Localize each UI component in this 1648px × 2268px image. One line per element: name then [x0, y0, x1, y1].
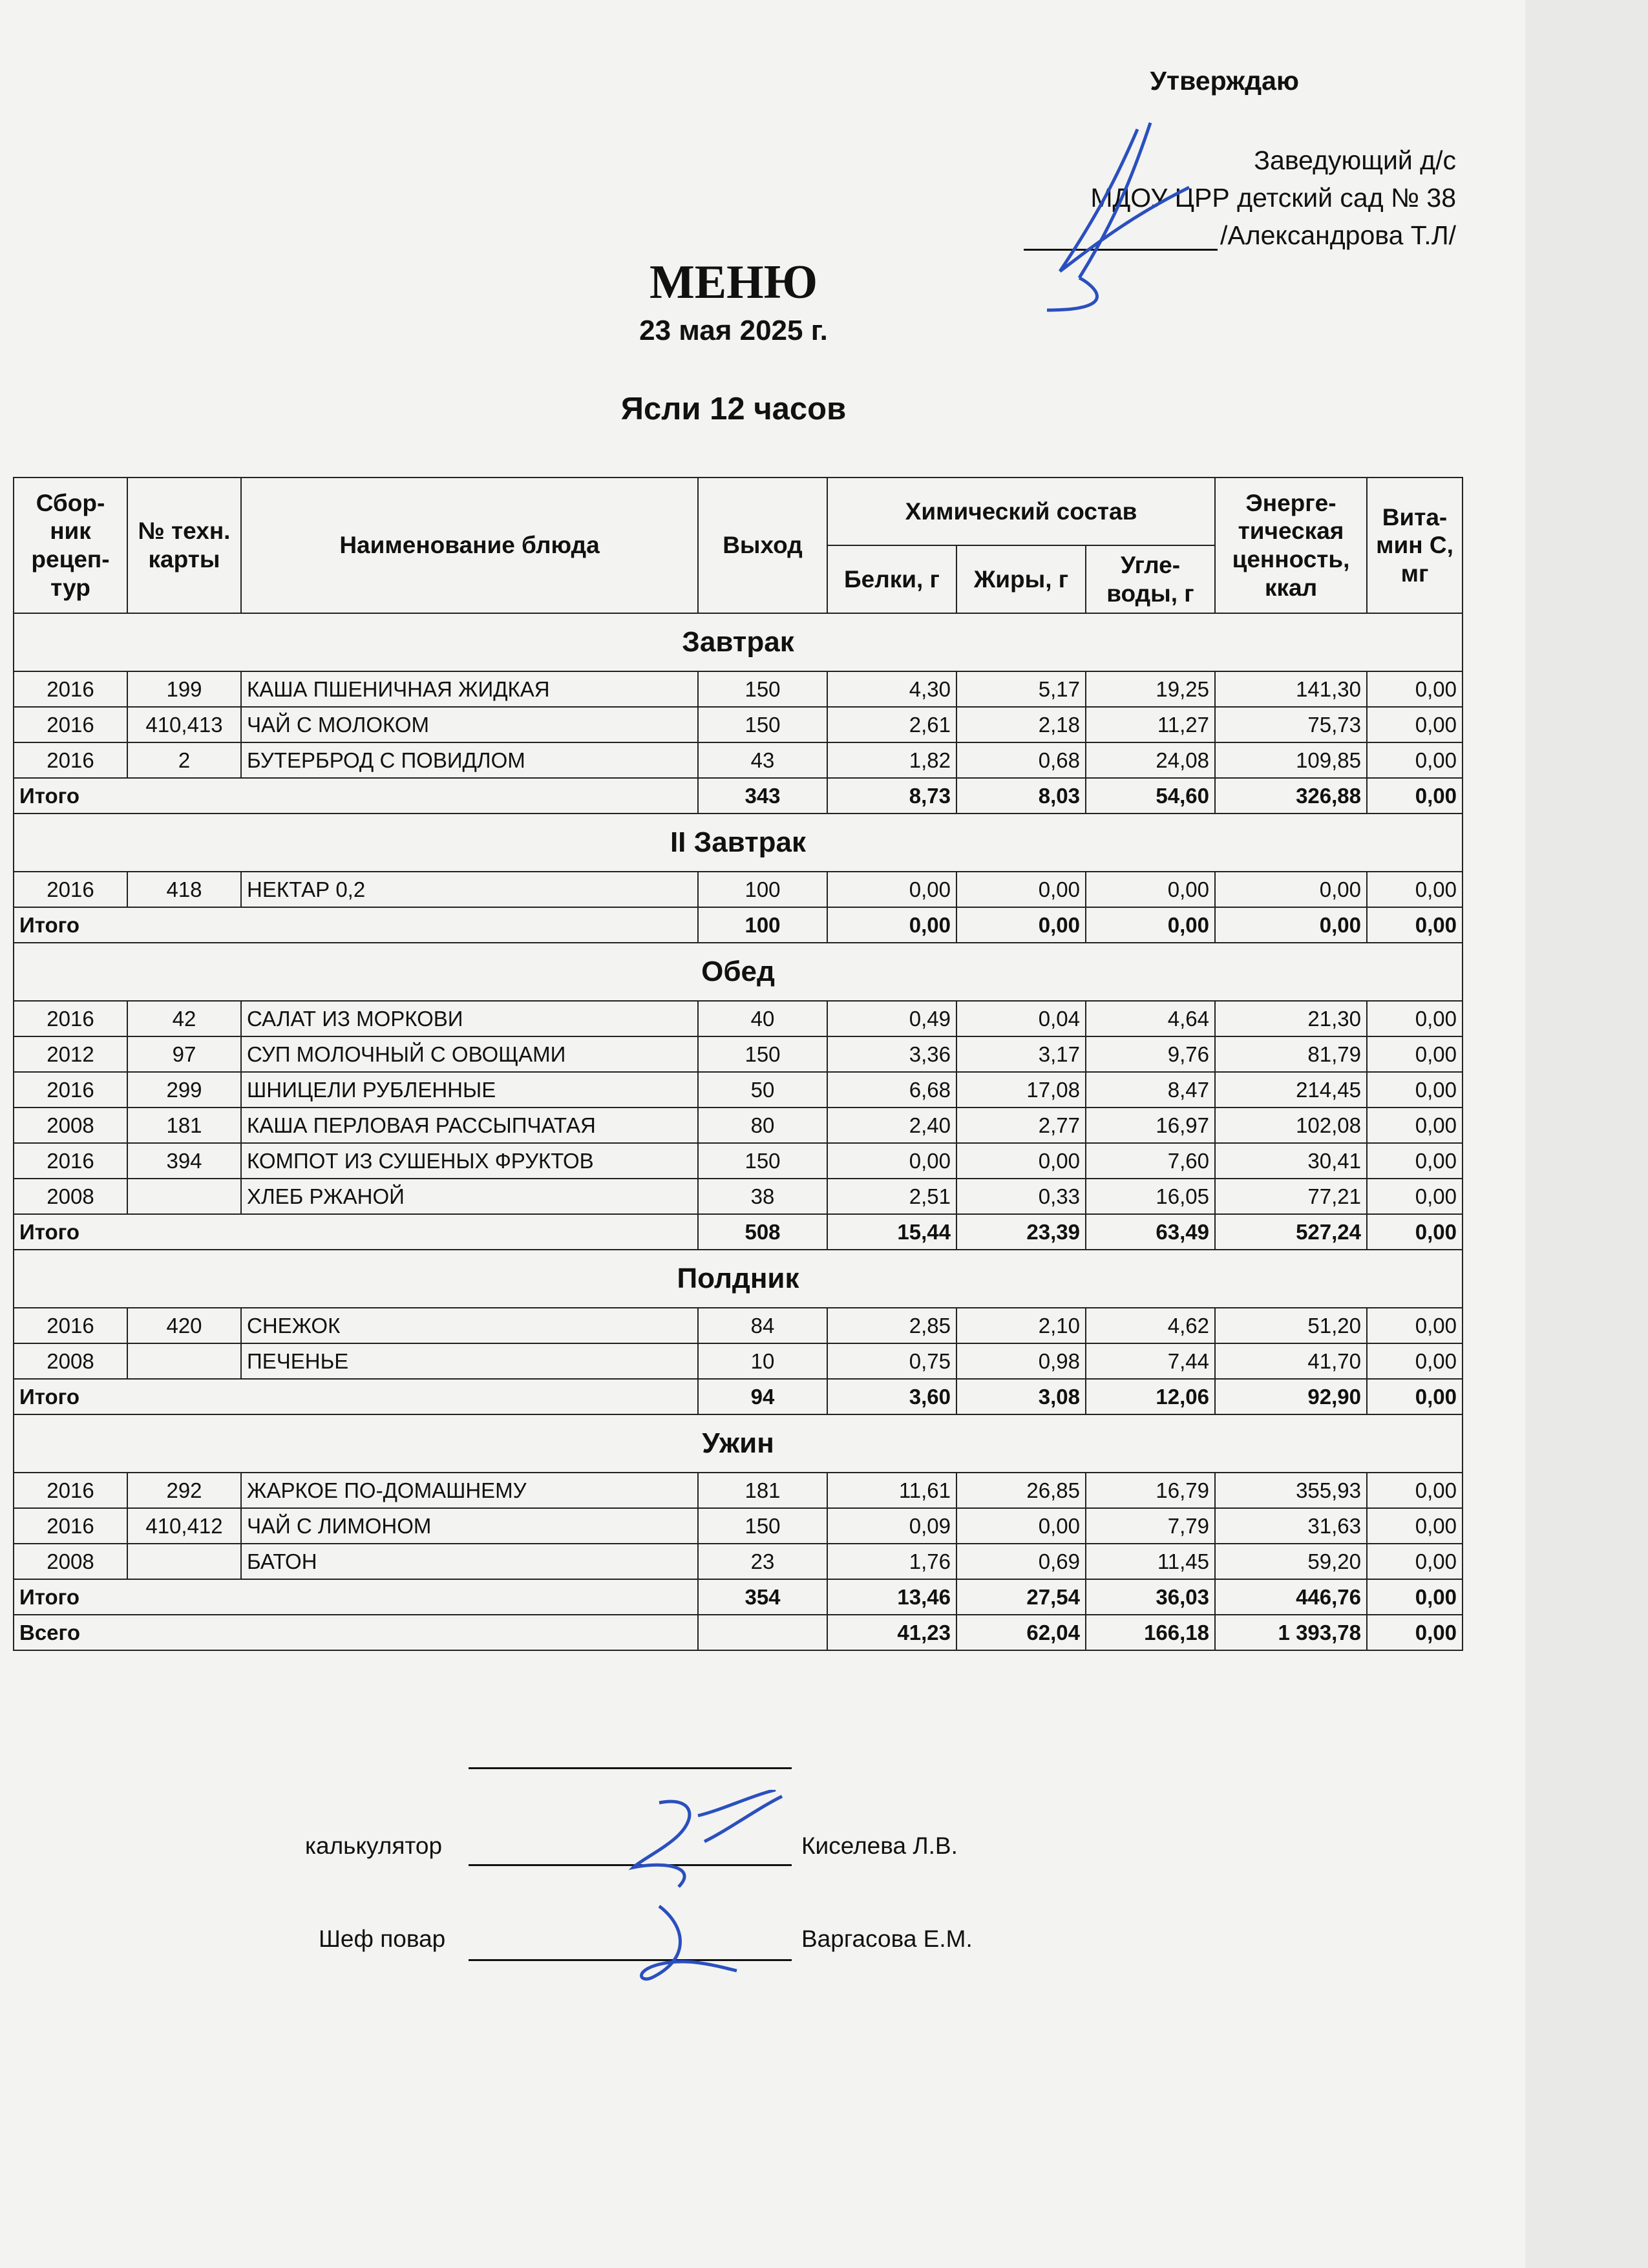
- table-cell: 299: [127, 1072, 241, 1108]
- table-cell: 0,00: [827, 1143, 956, 1179]
- table-cell: 2016: [14, 1508, 127, 1544]
- table-cell: ЧАЙ С ЛИМОНОМ: [241, 1508, 698, 1544]
- table-cell: 2016: [14, 671, 127, 707]
- table-cell: 0,04: [956, 1001, 1086, 1036]
- menu-table: [13, 477, 1463, 1651]
- table-cell: 0,00: [1367, 1544, 1463, 1579]
- table-cell: [127, 1343, 241, 1379]
- total-cell: 13,46: [827, 1579, 956, 1615]
- table-cell: ЧАЙ С МОЛОКОМ: [241, 707, 698, 742]
- table-cell: 4,30: [827, 671, 956, 707]
- table-cell: 2016: [14, 742, 127, 778]
- table-row: [14, 1508, 1463, 1544]
- table-cell: 420: [127, 1308, 241, 1343]
- table-cell: 181: [127, 1108, 241, 1143]
- grand-total-cell: 62,04: [956, 1615, 1086, 1650]
- table-cell: 0,00: [1367, 742, 1463, 778]
- table-cell: 19,25: [1086, 671, 1215, 707]
- table-cell: [127, 1544, 241, 1579]
- col-output: Выход: [698, 478, 827, 613]
- table-row: [14, 1544, 1463, 1579]
- table-cell: 2012: [14, 1036, 127, 1072]
- total-row: [14, 1579, 1463, 1615]
- total-cell: 23,39: [956, 1214, 1086, 1250]
- total-cell: 36,03: [1086, 1579, 1215, 1615]
- section-title: Ужин: [14, 1414, 1463, 1473]
- table-cell: 0,00: [1367, 1036, 1463, 1072]
- table-cell: 2,18: [956, 707, 1086, 742]
- total-cell: 94: [698, 1379, 827, 1414]
- table-cell: 0,00: [1367, 1343, 1463, 1379]
- table-cell: 2016: [14, 1143, 127, 1179]
- table-cell: 410,412: [127, 1508, 241, 1544]
- table-cell: 41,70: [1215, 1343, 1367, 1379]
- total-cell: 0,00: [1086, 907, 1215, 943]
- total-row: [14, 907, 1463, 943]
- table-cell: КОМПОТ ИЗ СУШЕНЫХ ФРУКТОВ: [241, 1143, 698, 1179]
- col-dish: Наименование блюда: [241, 478, 698, 613]
- table-cell: 75,73: [1215, 707, 1367, 742]
- table-cell: КАША ПШЕНИЧНАЯ ЖИДКАЯ: [241, 671, 698, 707]
- table-cell: 0,00: [1367, 872, 1463, 907]
- table-cell: 77,21: [1215, 1179, 1367, 1214]
- chef-signature: [607, 1900, 763, 1990]
- table-cell: 2,40: [827, 1108, 956, 1143]
- table-cell: БУТЕРБРОД С ПОВИДЛОМ: [241, 742, 698, 778]
- total-cell: 63,49: [1086, 1214, 1215, 1250]
- section-header: [14, 814, 1463, 872]
- table-cell: ШНИЦЕЛИ РУБЛЕННЫЕ: [241, 1072, 698, 1108]
- table-cell: 181: [698, 1473, 827, 1508]
- table-cell: СНЕЖОК: [241, 1308, 698, 1343]
- table-cell: 2016: [14, 872, 127, 907]
- table-cell: 43: [698, 742, 827, 778]
- table-cell: 102,08: [1215, 1108, 1367, 1143]
- table-row: [14, 872, 1463, 907]
- section-header: [14, 1414, 1463, 1473]
- table-cell: 7,60: [1086, 1143, 1215, 1179]
- signature-line: [469, 1767, 792, 1769]
- total-cell: Итого: [14, 1214, 698, 1250]
- table-cell: 292: [127, 1473, 241, 1508]
- table-row: [14, 1143, 1463, 1179]
- table-row: [14, 1343, 1463, 1379]
- section-title: Обед: [14, 943, 1463, 1001]
- table-cell: 150: [698, 1508, 827, 1544]
- scan-edge: [1525, 0, 1648, 2268]
- approval-position: Заведующий д/с: [1254, 145, 1456, 175]
- table-cell: 150: [698, 707, 827, 742]
- table-cell: ХЛЕБ РЖАНОЙ: [241, 1179, 698, 1214]
- table-cell: 16,97: [1086, 1108, 1215, 1143]
- total-cell: 354: [698, 1579, 827, 1615]
- table-cell: 26,85: [956, 1473, 1086, 1508]
- table-cell: 2008: [14, 1108, 127, 1143]
- table-cell: 0,00: [1367, 1308, 1463, 1343]
- table-cell: 7,44: [1086, 1343, 1215, 1379]
- table-cell: 0,00: [827, 872, 956, 907]
- total-row: [14, 1214, 1463, 1250]
- total-cell: Итого: [14, 1579, 698, 1615]
- table-cell: 0,00: [1367, 1143, 1463, 1179]
- total-cell: 8,73: [827, 778, 956, 814]
- table-cell: 2,77: [956, 1108, 1086, 1143]
- calculator-name: Киселева Л.В.: [801, 1832, 958, 1859]
- col-carbs: Угле-воды, г: [1086, 545, 1215, 613]
- col-energy: Энерге-тическая ценность, ккал: [1215, 478, 1367, 613]
- table-cell: 24,08: [1086, 742, 1215, 778]
- total-cell: 0,00: [1367, 778, 1463, 814]
- total-cell: 0,00: [1367, 1214, 1463, 1250]
- table-cell: 0,68: [956, 742, 1086, 778]
- table-cell: 2008: [14, 1544, 127, 1579]
- grand-total-cell: Всего: [14, 1615, 698, 1650]
- total-cell: 508: [698, 1214, 827, 1250]
- table-cell: 51,20: [1215, 1308, 1367, 1343]
- table-cell: 0,00: [1367, 1001, 1463, 1036]
- table-cell: 11,61: [827, 1473, 956, 1508]
- table-cell: 11,45: [1086, 1544, 1215, 1579]
- table-cell: 16,05: [1086, 1179, 1215, 1214]
- table-cell: 21,30: [1215, 1001, 1367, 1036]
- chef-label: Шеф повар: [319, 1926, 446, 1952]
- total-cell: Итого: [14, 1379, 698, 1414]
- table-cell: 2,61: [827, 707, 956, 742]
- table-row: [14, 1001, 1463, 1036]
- table-cell: 0,00: [1367, 1108, 1463, 1143]
- table-cell: 10: [698, 1343, 827, 1379]
- approval-head-name: /Александрова Т.Л/: [1220, 220, 1456, 250]
- section-title: II Завтрак: [14, 814, 1463, 872]
- table-cell: 0,00: [1367, 707, 1463, 742]
- table-cell: 3,36: [827, 1036, 956, 1072]
- table-cell: 2,85: [827, 1308, 956, 1343]
- table-cell: 38: [698, 1179, 827, 1214]
- table-cell: 394: [127, 1143, 241, 1179]
- grand-total-cell: 166,18: [1086, 1615, 1215, 1650]
- table-cell: 0,00: [1215, 872, 1367, 907]
- table-cell: 0,75: [827, 1343, 956, 1379]
- table-cell: 5,17: [956, 671, 1086, 707]
- page-title: МЕНЮ: [649, 256, 818, 309]
- menu-date: 23 мая 2025 г.: [639, 315, 828, 346]
- col-fats: Жиры, г: [956, 545, 1086, 613]
- table-cell: 0,69: [956, 1544, 1086, 1579]
- table-cell: 410,413: [127, 707, 241, 742]
- table-row: [14, 1036, 1463, 1072]
- table-cell: 4,62: [1086, 1308, 1215, 1343]
- total-cell: 527,24: [1215, 1214, 1367, 1250]
- table-cell: [127, 1179, 241, 1214]
- table-cell: 0,49: [827, 1001, 956, 1036]
- total-cell: 0,00: [827, 907, 956, 943]
- table-cell: НЕКТАР 0,2: [241, 872, 698, 907]
- table-row: [14, 1072, 1463, 1108]
- total-cell: 0,00: [1215, 907, 1367, 943]
- grand-total-cell: 0,00: [1367, 1615, 1463, 1650]
- table-cell: 0,00: [1367, 1179, 1463, 1214]
- table-cell: 2008: [14, 1179, 127, 1214]
- table-cell: 30,41: [1215, 1143, 1367, 1179]
- grand-total-cell: [698, 1615, 827, 1650]
- table-cell: 0,00: [956, 1508, 1086, 1544]
- table-cell: 9,76: [1086, 1036, 1215, 1072]
- total-cell: 0,00: [1367, 907, 1463, 943]
- table-cell: 2: [127, 742, 241, 778]
- total-cell: 3,08: [956, 1379, 1086, 1414]
- table-cell: 4,64: [1086, 1001, 1215, 1036]
- table-cell: 42: [127, 1001, 241, 1036]
- table-cell: 2016: [14, 707, 127, 742]
- table-cell: 84: [698, 1308, 827, 1343]
- calculator-label: калькулятор: [305, 1832, 443, 1859]
- total-cell: 343: [698, 778, 827, 814]
- table-cell: 2008: [14, 1343, 127, 1379]
- table-cell: 40: [698, 1001, 827, 1036]
- table-cell: 150: [698, 1036, 827, 1072]
- table-cell: 1,76: [827, 1544, 956, 1579]
- table-cell: 0,00: [956, 1143, 1086, 1179]
- table-cell: 0,98: [956, 1343, 1086, 1379]
- section-header: [14, 1250, 1463, 1308]
- table-cell: 141,30: [1215, 671, 1367, 707]
- table-cell: 355,93: [1215, 1473, 1367, 1508]
- table-cell: 150: [698, 671, 827, 707]
- grand-total-cell: 1 393,78: [1215, 1615, 1367, 1650]
- table-cell: 2016: [14, 1308, 127, 1343]
- total-cell: 100: [698, 907, 827, 943]
- col-chemical: Химический состав: [827, 478, 1215, 545]
- grand-total-cell: 41,23: [827, 1615, 956, 1650]
- table-cell: 6,68: [827, 1072, 956, 1108]
- table-cell: 2016: [14, 1001, 127, 1036]
- table-cell: 2,51: [827, 1179, 956, 1214]
- table-cell: 0,00: [1086, 872, 1215, 907]
- total-cell: Итого: [14, 907, 698, 943]
- table-cell: 1,82: [827, 742, 956, 778]
- table-cell: ПЕЧЕНЬЕ: [241, 1343, 698, 1379]
- total-cell: 92,90: [1215, 1379, 1367, 1414]
- table-row: [14, 1473, 1463, 1508]
- table-cell: 109,85: [1215, 742, 1367, 778]
- table-cell: 8,47: [1086, 1072, 1215, 1108]
- total-cell: 3,60: [827, 1379, 956, 1414]
- table-cell: КАША ПЕРЛОВАЯ РАССЫПЧАТАЯ: [241, 1108, 698, 1143]
- total-cell: 54,60: [1086, 778, 1215, 814]
- grand-total-row: [14, 1615, 1463, 1650]
- table-cell: 81,79: [1215, 1036, 1367, 1072]
- table-cell: 2016: [14, 1473, 127, 1508]
- total-cell: 12,06: [1086, 1379, 1215, 1414]
- table-cell: 0,00: [1367, 1072, 1463, 1108]
- table-cell: ЖАРКОЕ ПО-ДОМАШНЕМУ: [241, 1473, 698, 1508]
- col-collection: Сбор-ник рецеп-тур: [14, 478, 127, 613]
- total-cell: 8,03: [956, 778, 1086, 814]
- total-cell: 446,76: [1215, 1579, 1367, 1615]
- total-cell: 326,88: [1215, 778, 1367, 814]
- table-cell: 7,79: [1086, 1508, 1215, 1544]
- table-cell: 50: [698, 1072, 827, 1108]
- approval-organization: МДОУ ЦРР детский сад № 38: [1090, 183, 1456, 213]
- total-cell: 27,54: [956, 1579, 1086, 1615]
- table-cell: 0,00: [956, 872, 1086, 907]
- menu-body: [14, 613, 1463, 1650]
- total-cell: 0,00: [1367, 1379, 1463, 1414]
- table-cell: 59,20: [1215, 1544, 1367, 1579]
- total-cell: Итого: [14, 778, 698, 814]
- section-title: Полдник: [14, 1250, 1463, 1308]
- table-cell: 214,45: [1215, 1072, 1367, 1108]
- table-cell: БАТОН: [241, 1544, 698, 1579]
- table-cell: 0,33: [956, 1179, 1086, 1214]
- total-cell: 0,00: [1367, 1579, 1463, 1615]
- table-cell: 0,00: [1367, 1473, 1463, 1508]
- table-cell: 3,17: [956, 1036, 1086, 1072]
- table-row: [14, 707, 1463, 742]
- section-header: [14, 943, 1463, 1001]
- table-cell: САЛАТ ИЗ МОРКОВИ: [241, 1001, 698, 1036]
- table-cell: 16,79: [1086, 1473, 1215, 1508]
- table-row: [14, 742, 1463, 778]
- table-cell: 0,00: [1367, 671, 1463, 707]
- table-cell: 23: [698, 1544, 827, 1579]
- table-cell: 80: [698, 1108, 827, 1143]
- total-cell: 15,44: [827, 1214, 956, 1250]
- table-cell: 31,63: [1215, 1508, 1367, 1544]
- total-row: [14, 1379, 1463, 1414]
- table-cell: СУП МОЛОЧНЫЙ С ОВОЩАМИ: [241, 1036, 698, 1072]
- table-cell: 100: [698, 872, 827, 907]
- table-row: [14, 1308, 1463, 1343]
- table-cell: 0,00: [1367, 1508, 1463, 1544]
- total-cell: 0,00: [956, 907, 1086, 943]
- table-cell: 17,08: [956, 1072, 1086, 1108]
- col-vitamin: Вита-мин С, мг: [1367, 478, 1463, 613]
- col-proteins: Белки, г: [827, 545, 956, 613]
- table-cell: 2,10: [956, 1308, 1086, 1343]
- table-row: [14, 1108, 1463, 1143]
- table-cell: 0,09: [827, 1508, 956, 1544]
- section-header: [14, 613, 1463, 671]
- table-row: [14, 671, 1463, 707]
- table-cell: 418: [127, 872, 241, 907]
- menu-group: Ясли 12 часов: [620, 392, 847, 426]
- total-row: [14, 778, 1463, 814]
- col-tech-card: № техн. карты: [127, 478, 241, 613]
- table-cell: 150: [698, 1143, 827, 1179]
- section-title: Завтрак: [14, 613, 1463, 671]
- approval-title: Утверждаю: [1150, 66, 1299, 96]
- table-row: [14, 1179, 1463, 1214]
- table-cell: 97: [127, 1036, 241, 1072]
- chef-name: Варгасова Е.М.: [801, 1926, 973, 1952]
- table-cell: 2016: [14, 1072, 127, 1108]
- table-cell: 199: [127, 671, 241, 707]
- table-cell: 11,27: [1086, 707, 1215, 742]
- calculator-signature: [601, 1790, 795, 1893]
